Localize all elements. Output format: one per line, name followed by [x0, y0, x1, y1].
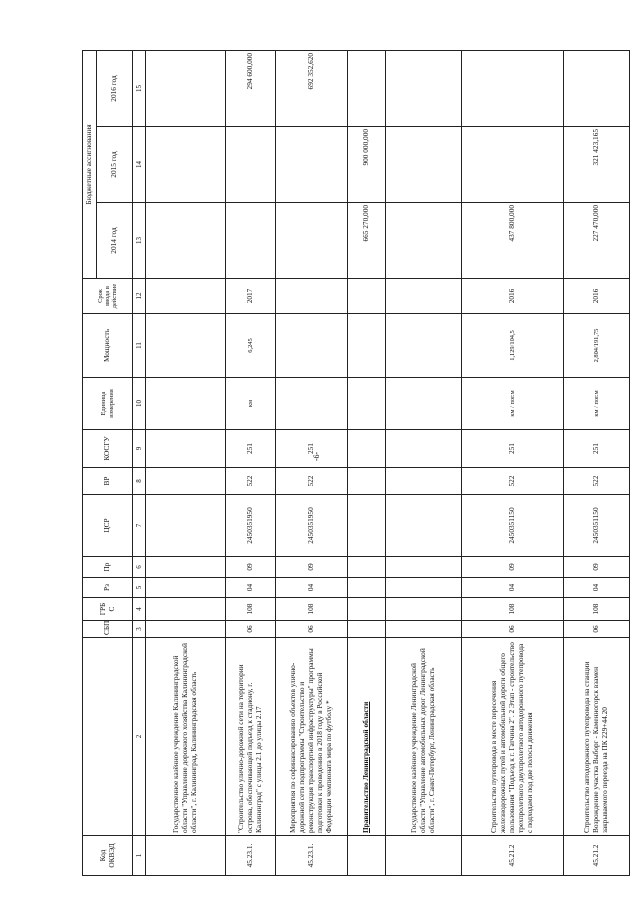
column-number: 9	[133, 430, 146, 468]
cell-pr: 09	[462, 557, 564, 578]
cell-capacity: 6,245	[226, 314, 276, 378]
cell-y2014	[386, 203, 462, 279]
cell-vr	[386, 468, 462, 495]
cell-rz	[146, 578, 226, 598]
header-rz: Рз	[83, 578, 133, 598]
header-vr: ВР	[83, 468, 133, 495]
cell-okved: 45.21.2	[462, 836, 564, 876]
table-row	[462, 50, 564, 875]
header-unit: Единица измерения	[83, 378, 133, 430]
cell-grbs	[348, 598, 386, 621]
cell-term: 2016	[564, 279, 630, 314]
cell-y2016	[462, 50, 564, 126]
cell-grbs: 108	[564, 598, 630, 621]
cell-term	[146, 279, 226, 314]
header-pr: Пр	[83, 557, 133, 578]
header-grbs: ГРБ С	[83, 598, 133, 621]
table-row	[146, 50, 226, 875]
cell-sbp: 06	[276, 621, 348, 638]
cell-y2015	[276, 127, 348, 203]
column-number: 6	[133, 557, 146, 578]
cell-grbs	[386, 598, 462, 621]
cell-csr: 2450351150	[564, 495, 630, 557]
table-row	[564, 50, 630, 875]
cell-y2016	[146, 50, 226, 126]
cell-unit	[276, 378, 348, 430]
cell-pr: 09	[276, 557, 348, 578]
cell-y2016	[386, 50, 462, 126]
cell-kosgu: 251	[564, 430, 630, 468]
cell-term: 2016	[462, 279, 564, 314]
column-number: 10	[133, 378, 146, 430]
cell-y2016: 692 352,620	[276, 50, 348, 126]
cell-unit	[348, 378, 386, 430]
column-numbers-row	[133, 50, 146, 875]
cell-name: "Строительство улично-дорожной сети на территории острова, обеспечивающей подъезд к стадиону, г. Калининград" с улицы 2.1 до улицы 2.17	[226, 638, 276, 836]
cell-y2015	[462, 127, 564, 203]
cell-csr	[146, 495, 226, 557]
table-row	[348, 50, 386, 875]
cell-name: Мероприятия по софинансированию объектов улично-дорожной сети подпрограммы "Строительство и реконструкция транспортной инфраструктуры" программы подготовки к проведению в 2018 году в Российской Федерации чемпионата мира по футболу *	[276, 638, 348, 836]
cell-name: Государственное казённое учреждение Ленинградской области "Управление автомобильных дорог Ленинградской области", г. Санкт-Петербург, Ленинградская область	[386, 638, 462, 836]
header-csr: ЦСР	[83, 495, 133, 557]
cell-kosgu: 251	[226, 430, 276, 468]
cell-name: Правительство Ленинградской области	[348, 638, 386, 836]
cell-y2014	[226, 203, 276, 279]
cell-pr	[386, 557, 462, 578]
column-number: 15	[133, 50, 146, 126]
header-budget: Бюджетные ассигнования	[83, 50, 97, 278]
cell-unit: км	[226, 378, 276, 430]
table-row	[226, 50, 276, 875]
cell-term	[386, 279, 462, 314]
column-number: 11	[133, 314, 146, 378]
cell-y2014: 665 270,000	[348, 203, 386, 279]
cell-kosgu: 251	[276, 430, 348, 468]
cell-y2016: 294 600,000	[226, 50, 276, 126]
cell-unit: км / пог.м	[462, 378, 564, 430]
cell-vr: 522	[276, 468, 348, 495]
column-number: 13	[133, 203, 146, 279]
cell-okved: 45.23.1.	[226, 836, 276, 876]
page-number: -6-	[312, 451, 322, 462]
cell-capacity: 1,129/104,5	[462, 314, 564, 378]
cell-okved	[386, 836, 462, 876]
cell-y2015: 321 423,165	[564, 127, 630, 203]
cell-y2014: 437 800,000	[462, 203, 564, 279]
cell-grbs: 108	[276, 598, 348, 621]
cell-unit	[146, 378, 226, 430]
header-name	[83, 638, 133, 836]
cell-sbp: 06	[226, 621, 276, 638]
cell-capacity	[146, 314, 226, 378]
column-number: 5	[133, 578, 146, 598]
cell-grbs: 108	[462, 598, 564, 621]
cell-rz	[348, 578, 386, 598]
column-number: 12	[133, 279, 146, 314]
cell-csr	[348, 495, 386, 557]
cell-term	[348, 279, 386, 314]
table-row	[386, 50, 462, 875]
cell-unit	[386, 378, 462, 430]
cell-y2014	[146, 203, 226, 279]
cell-pr: 09	[226, 557, 276, 578]
cell-sbp: 06	[564, 621, 630, 638]
header-2015: 2015 год	[97, 127, 133, 203]
cell-capacity	[348, 314, 386, 378]
cell-y2015: 900 000,000	[348, 127, 386, 203]
cell-vr: 522	[564, 468, 630, 495]
cell-kosgu	[146, 430, 226, 468]
cell-y2014: 227 470,000	[564, 203, 630, 279]
column-number: 14	[133, 127, 146, 203]
header-okved: Код ОКВЭД	[83, 836, 133, 876]
cell-sbp	[348, 621, 386, 638]
cell-pr: 09	[564, 557, 630, 578]
cell-csr: 2450351950	[276, 495, 348, 557]
cell-rz: 04	[564, 578, 630, 598]
cell-capacity	[276, 314, 348, 378]
cell-y2016	[564, 50, 630, 126]
cell-name: Строительство путепровода в месте пересечения железнодорожных путей и автомобильной дороги общего пользования "Подъезд к г. Гатчина 2". 2 Этап - строительство трехпролетного двухпролетного автодорожного путепровода с подходами под две полосы движения	[462, 638, 564, 836]
cell-name: Государственное казённое учреждение Калининградской области "Управление дорожного хозяйства Калининградской области", г. Калининград, Калининградская область	[146, 638, 226, 836]
cell-rz: 04	[462, 578, 564, 598]
cell-csr: 2450351950	[226, 495, 276, 557]
cell-rz	[386, 578, 462, 598]
column-number: 2	[133, 638, 146, 836]
column-number: 1	[133, 836, 146, 876]
cell-vr: 522	[462, 468, 564, 495]
cell-y2015	[226, 127, 276, 203]
cell-capacity	[386, 314, 462, 378]
cell-csr	[386, 495, 462, 557]
cell-sbp	[386, 621, 462, 638]
column-number: 7	[133, 495, 146, 557]
cell-sbp: 06	[462, 621, 564, 638]
cell-kosgu	[386, 430, 462, 468]
cell-okved: 45.23.1.	[276, 836, 348, 876]
header-capacity: Мощность	[83, 314, 133, 378]
header-2016: 2016 год	[97, 50, 133, 126]
cell-csr: 2450351150	[462, 495, 564, 557]
cell-pr	[146, 557, 226, 578]
cell-rz: 04	[226, 578, 276, 598]
cell-y2014	[276, 203, 348, 279]
cell-y2016	[348, 50, 386, 126]
cell-name: Строительство автодорожного путепровода на станции Возрождение участка Выборг - Каменногорск взамен закрываемого переезда на ПК 229+44.20	[564, 638, 630, 836]
cell-vr: 522	[226, 468, 276, 495]
cell-grbs	[146, 598, 226, 621]
cell-grbs: 108	[226, 598, 276, 621]
cell-y2015	[386, 127, 462, 203]
cell-capacity: 2,804/191,75	[564, 314, 630, 378]
cell-okved: 45.21.2	[564, 836, 630, 876]
cell-term: 2017	[226, 279, 276, 314]
investment-table	[82, 50, 630, 876]
cell-y2015	[146, 127, 226, 203]
header-sbp: СБП	[83, 621, 133, 638]
column-number: 4	[133, 598, 146, 621]
column-number: 8	[133, 468, 146, 495]
header-term: Срок ввода в действие	[83, 279, 133, 314]
cell-rz: 04	[276, 578, 348, 598]
cell-kosgu: 251	[462, 430, 564, 468]
rotated-table-container	[82, 51, 622, 876]
cell-vr	[348, 468, 386, 495]
cell-okved	[146, 836, 226, 876]
header-kosgu: КОСГУ	[83, 430, 133, 468]
cell-vr	[146, 468, 226, 495]
cell-sbp	[146, 621, 226, 638]
table-body	[146, 50, 630, 875]
column-number: 3	[133, 621, 146, 638]
header-2014: 2014 год	[97, 203, 133, 279]
table-row	[276, 50, 348, 875]
cell-term	[276, 279, 348, 314]
cell-unit: км / пог.м	[564, 378, 630, 430]
cell-okved	[348, 836, 386, 876]
cell-pr	[348, 557, 386, 578]
cell-kosgu	[348, 430, 386, 468]
